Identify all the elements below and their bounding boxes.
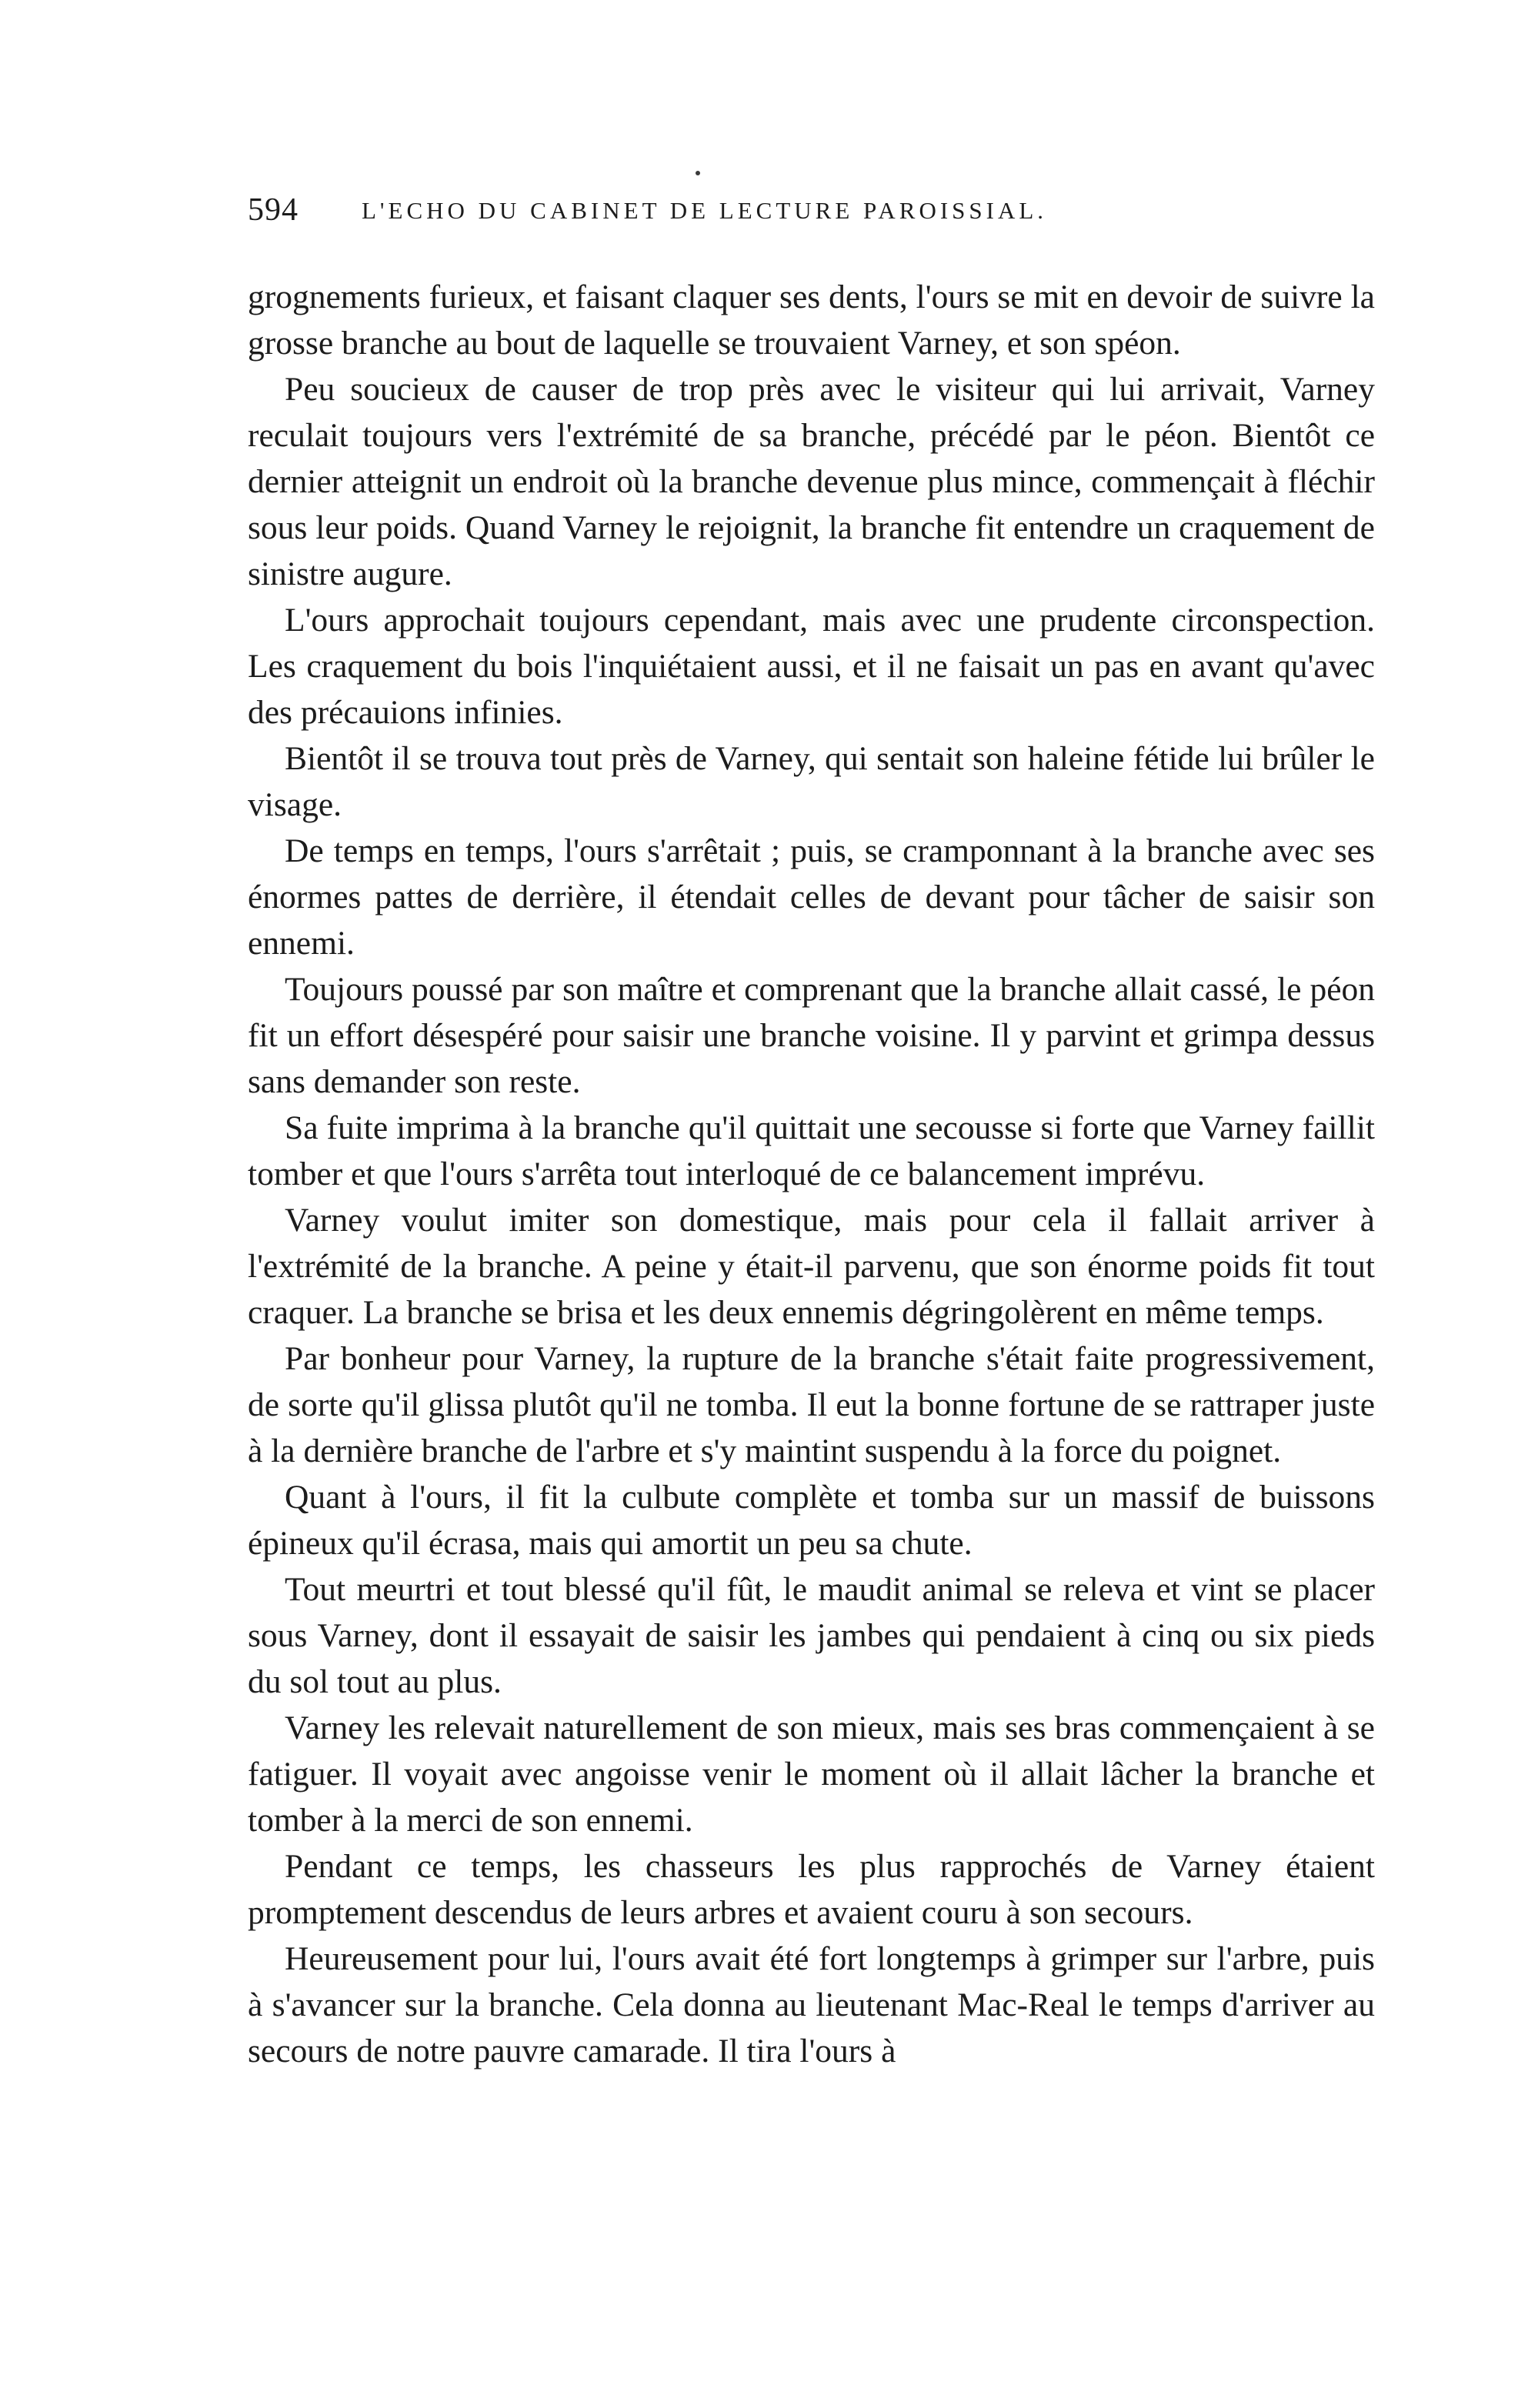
paragraph: Sa fuite imprima à la branche qu'il quittait une secousse si forte que Varney faillit tomber et que l'ours s'arrêta tout interloqué de ce balancement imprévu. xyxy=(248,1109,1375,1192)
page-header xyxy=(248,191,1386,229)
paragraph: Bientôt il se trouva tout près de Varney, qui sentait son haleine fétide lui brûler le visage. xyxy=(248,740,1375,823)
paragraph-continued: grognements furieux, et faisant claquer ses dents, l'ours se mit en devoir de suivre la grosse branche au bout de laquelle se trouvaient Varney, et son spéon. xyxy=(248,278,1375,362)
paragraph: Par bonheur pour Varney, la rupture de la branche s'était faite progressivement, de sorte qu'il glissa plutôt qu'il ne tomba. Il eut la bonne fortune de se rattraper juste à la dernière branche de l'arbre et s'y maintint suspendu à la force du poignet. xyxy=(248,1340,1375,1469)
running-title: L'ECHO DU CABINET DE LECTURE PAROISSIAL. xyxy=(362,197,1048,224)
paragraph: Pendant ce temps, les chasseurs les plus rapprochés de Varney étaient promptement descendus de leurs arbres et avaient couru à son secours. xyxy=(248,1848,1375,1931)
header-dot xyxy=(696,171,700,175)
paragraph: Varney voulut imiter son domestique, mais pour cela il fallait arriver à l'extrémité de la branche. A peine y était-il parvenu, que son énorme poids fit tout craquer. La branche se brisa et les deux ennemis dégringolèrent en même temps. xyxy=(248,1202,1375,1331)
paragraph: Heureusement pour lui, l'ours avait été fort longtemps à grimper sur l'arbre, puis à s'avancer sur la branche. Cela donna au lieutenant Mac-Real le temps d'arriver au secours de notre pauvre camarade. Il tira l'ours à xyxy=(248,1940,1375,2069)
paragraph: De temps en temps, l'ours s'arrêtait ; puis, se cramponnant à la branche avec ses énormes pattes de derrière, il étendait celles de devant pour tâcher de saisir son ennemi. xyxy=(248,832,1375,962)
paragraph: Tout meurtri et tout blessé qu'il fût, le maudit animal se releva et vint se placer sous Varney, dont il essayait de saisir les jambes qui pendaient à cinq ou six pieds du sol tout au plus. xyxy=(248,1571,1375,1700)
paragraph: Varney les relevait naturellement de son mieux, mais ses bras commençaient à se fatiguer. Il voyait avec angoisse venir le moment où il allait lâcher la branche et tomber à la merci de son ennemi. xyxy=(248,1709,1375,1839)
paragraph: Quant à l'ours, il fit la culbute complète et tomba sur un massif de buissons épineux qu'il écrasa, mais qui amortit un peu sa chute. xyxy=(248,1479,1375,1562)
body-text xyxy=(248,274,1375,2074)
paragraph: L'ours approchait toujours cependant, mais avec une prudente circonspection. Les craquement du bois l'inquiétaient aussi, et il ne faisait un pas en avant qu'avec des précauions infinies. xyxy=(248,602,1375,731)
paragraph: Toujours poussé par son maître et comprenant que la branche allait cassé, le péon fit un effort désespéré pour saisir une branche voisine. Il y parvint et grimpa dessus sans demander son reste. xyxy=(248,971,1375,1100)
page-number: 594 xyxy=(248,192,299,228)
paragraph: Peu soucieux de causer de trop près avec le visiteur qui lui arrivait, Varney reculait toujours vers l'extrémité de sa branche, précédé par le péon. Bientôt ce dernier atteignit un endroit où la branche devenue plus mince, commençait à fléchir sous leur poids. Quand Varney le rejoignit, la branche fit entendre un craquement de sinistre augure. xyxy=(248,371,1375,592)
